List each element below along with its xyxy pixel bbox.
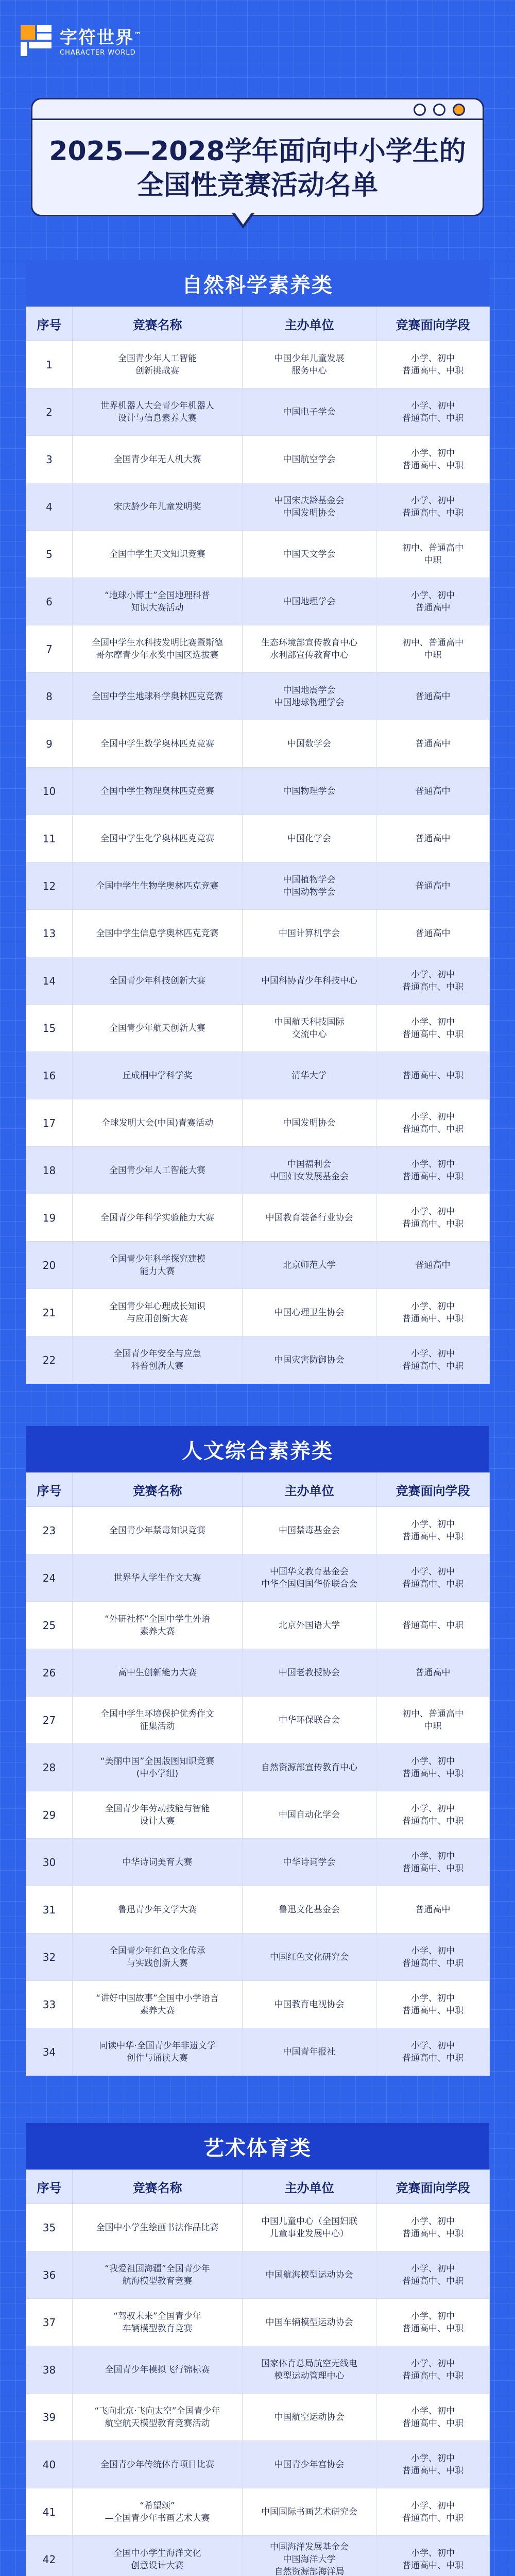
cell-index: 23: [26, 1507, 73, 1554]
table-row: [26, 2251, 490, 2299]
cell-competition-name: 全国青少年劳动技能与智能 设计大赛: [73, 1791, 243, 1839]
col-header-organizer: 主办单位: [243, 1473, 376, 1507]
table-row: [26, 1934, 490, 1981]
cell-index: 18: [26, 1147, 73, 1194]
logo-tm: ™: [134, 31, 142, 40]
cell-school-level: 小学、初中 普通高中、中职: [376, 341, 490, 388]
col-header-organizer: 主办单位: [243, 2170, 376, 2204]
cell-index: 31: [26, 1886, 73, 1934]
cell-index: 10: [26, 768, 73, 815]
table-row: [26, 625, 490, 673]
cell-organizer: 自然资源部宣传教育中心: [243, 1744, 376, 1791]
col-header-name: 竞赛名称: [73, 1473, 243, 1507]
cell-organizer: 中国灾害防御协会: [243, 1336, 376, 1384]
cell-competition-name: 全国青少年心理成长知识 与应用创新大赛: [73, 1289, 243, 1336]
table-row: [26, 1289, 490, 1336]
col-header-name: 竞赛名称: [73, 307, 243, 341]
cell-organizer: 中国物理学会: [243, 768, 376, 815]
cell-organizer: 中国教育电视协会: [243, 1981, 376, 2028]
table-row: [26, 1005, 490, 1052]
cell-index: 1: [26, 341, 73, 388]
competition-table: [26, 1472, 490, 2076]
cell-school-level: 小学、初中 普通高中、中职: [376, 388, 490, 436]
cell-competition-name: 丘成桐中学科学奖: [73, 1052, 243, 1099]
cell-school-level: 小学、初中 普通高中、中职: [376, 1147, 490, 1194]
col-header-level: 竞赛面向学段: [376, 2170, 490, 2204]
cell-competition-name: “飞向北京·飞向太空”全国青少年 航空航天模型教育竞赛活动: [73, 2394, 243, 2441]
cell-organizer: 中国老教授协会: [243, 1649, 376, 1697]
cell-index: 13: [26, 910, 73, 957]
cell-index: 29: [26, 1791, 73, 1839]
cell-competition-name: 全国青少年安全与应急 科普创新大赛: [73, 1336, 243, 1384]
cell-organizer: 北京外国语大学: [243, 1602, 376, 1649]
logo-mark-icon: [21, 25, 53, 57]
table-row: [26, 910, 490, 957]
cell-organizer: 中国教育装备行业协会: [243, 1194, 376, 1242]
cell-school-level: 小学、初中 普通高中、中职: [376, 1005, 490, 1052]
cell-organizer: 中国少年儿童发展 服务中心: [243, 341, 376, 388]
cell-competition-name: 全国中学生数学奥林匹克竞赛: [73, 720, 243, 768]
table-row: [26, 2394, 490, 2441]
cell-competition-name: 全国中学生物理奥林匹克竞赛: [73, 768, 243, 815]
cell-organizer: 中国航海模型运动协会: [243, 2251, 376, 2299]
table-row: [26, 1697, 490, 1744]
cell-school-level: 小学、初中 普通高中、中职: [376, 2299, 490, 2346]
window-dots: [414, 104, 465, 116]
cell-school-level: 小学、初中 普通高中、中职: [376, 1744, 490, 1791]
section-humanities: [26, 1426, 489, 2076]
table-row: [26, 862, 490, 910]
col-header-organizer: 主办单位: [243, 307, 376, 341]
table-row: [26, 1242, 490, 1289]
cell-index: 21: [26, 1289, 73, 1336]
cell-index: 25: [26, 1602, 73, 1649]
cell-organizer: 清华大学: [243, 1052, 376, 1099]
cell-school-level: 小学、初中 普通高中、中职: [376, 1194, 490, 1242]
cell-school-level: 小学、初中 普通高中、中职: [376, 2536, 490, 2576]
cell-competition-name: 全国青少年无人机大赛: [73, 436, 243, 483]
cell-school-level: 小学、初中 普通高中、中职: [376, 483, 490, 531]
cell-competition-name: 全国中学生信息学奥林匹克竞赛: [73, 910, 243, 957]
cell-competition-name: 全国中学生环境保护优秀作文 征集活动: [73, 1697, 243, 1744]
cell-index: 41: [26, 2488, 73, 2536]
cell-competition-name: 全国青少年航天创新大赛: [73, 1005, 243, 1052]
table-row: [26, 1839, 490, 1886]
logo-name: 字符世界: [60, 27, 134, 48]
section-arts-sports: [26, 2123, 489, 2576]
cell-organizer: 生态环境部宣传教育中心 水利部宣传教育中心: [243, 625, 376, 673]
cell-index: 30: [26, 1839, 73, 1886]
cell-organizer: 中国化学会: [243, 815, 376, 862]
cell-index: 34: [26, 2028, 73, 2076]
cell-index: 2: [26, 388, 73, 436]
cell-organizer: 中国国际书画艺术研究会: [243, 2488, 376, 2536]
cell-index: 24: [26, 1554, 73, 1602]
table-row: [26, 341, 490, 388]
cell-school-level: 普通高中: [376, 768, 490, 815]
cell-index: 6: [26, 578, 73, 625]
cell-competition-name: 世界机器人大会青少年机器人 设计与信息素养大赛: [73, 388, 243, 436]
cell-competition-name: 全国中学生水科技发明比赛暨斯德 哥尔摩青少年水奖中国区选拔赛: [73, 625, 243, 673]
cell-competition-name: 全球发明大会(中国)青赛活动: [73, 1099, 243, 1147]
cell-school-level: 小学、初中 普通高中、中职: [376, 2204, 490, 2251]
table-row: [26, 1507, 490, 1554]
title-window-bar: [32, 99, 483, 120]
page-title: [32, 134, 483, 202]
dot-icon: [433, 104, 445, 116]
table-row: [26, 388, 490, 436]
table-row: [26, 1099, 490, 1147]
cell-school-level: 普通高中: [376, 1649, 490, 1697]
table-row: [26, 531, 490, 578]
title-line-1: 2025—2028学年面向中小学生的: [49, 136, 466, 167]
cell-index: 8: [26, 673, 73, 720]
table-row: [26, 720, 490, 768]
table-row: [26, 436, 490, 483]
cell-competition-name: 全国中学生生物学奥林匹克竞赛: [73, 862, 243, 910]
cell-school-level: 普通高中: [376, 673, 490, 720]
cell-school-level: 普通高中、中职: [376, 1602, 490, 1649]
cell-competition-name: 中华诗词美育大赛: [73, 1839, 243, 1886]
table-row: [26, 1336, 490, 1384]
cell-index: 15: [26, 1005, 73, 1052]
table-row: [26, 1602, 490, 1649]
cell-competition-name: 全国青少年模拟飞行锦标赛: [73, 2346, 243, 2394]
section-title: 自然科学素养类: [26, 260, 489, 307]
cell-competition-name: “外研社杯”全国中学生外语 素养大赛: [73, 1602, 243, 1649]
cell-organizer: 北京师范大学: [243, 1242, 376, 1289]
brand-logo: [21, 23, 142, 60]
cell-competition-name: 全国青少年传统体育项目比赛: [73, 2441, 243, 2488]
table-row: [26, 578, 490, 625]
cell-organizer: 中国车辆模型运动协会: [243, 2299, 376, 2346]
table-row: [26, 1981, 490, 2028]
cell-competition-name: 世界华人学生作文大赛: [73, 1554, 243, 1602]
cell-index: 20: [26, 1242, 73, 1289]
cell-index: 27: [26, 1697, 73, 1744]
table-row: [26, 2536, 490, 2576]
cell-organizer: 中国科协青少年科技中心: [243, 957, 376, 1005]
table-row: [26, 2346, 490, 2394]
cell-organizer: 中国华文教育基金会 中华全国归国华侨联合会: [243, 1554, 376, 1602]
table-row: [26, 768, 490, 815]
table-row: [26, 1554, 490, 1602]
cell-organizer: 中国禁毒基金会: [243, 1507, 376, 1554]
cell-school-level: 小学、初中 普通高中、中职: [376, 1507, 490, 1554]
cell-competition-name: 高中生创新能力大赛: [73, 1649, 243, 1697]
cell-competition-name: “美丽中国”全国版图知识竞赛 (中小学组): [73, 1744, 243, 1791]
cell-index: 12: [26, 862, 73, 910]
col-header-name: 竞赛名称: [73, 2170, 243, 2204]
cell-organizer: 中国心理卫生协会: [243, 1289, 376, 1336]
cell-school-level: 小学、初中 普通高中: [376, 578, 490, 625]
table-row: [26, 2299, 490, 2346]
cell-index: 3: [26, 436, 73, 483]
cell-organizer: 中国电子学会: [243, 388, 376, 436]
cell-index: 39: [26, 2394, 73, 2441]
cell-competition-name: 全国青少年人工智能大赛: [73, 1147, 243, 1194]
cell-competition-name: 鲁迅青少年文学大赛: [73, 1886, 243, 1934]
cell-organizer: 中国植物学会 中国动物学会: [243, 862, 376, 910]
cell-school-level: 小学、初中 普通高中、中职: [376, 2251, 490, 2299]
cell-index: 42: [26, 2536, 73, 2576]
cell-school-level: 普通高中: [376, 1242, 490, 1289]
cell-index: 22: [26, 1336, 73, 1384]
cell-competition-name: 全国中小学生绘画书法作品比赛: [73, 2204, 243, 2251]
col-header-index: 序号: [26, 1473, 73, 1507]
cell-index: 14: [26, 957, 73, 1005]
table-row: [26, 2488, 490, 2536]
cell-organizer: 中国海洋发展基金会 中国海洋大学 自然资源部海洋局: [243, 2536, 376, 2576]
cell-index: 7: [26, 625, 73, 673]
cell-organizer: 中国天文学会: [243, 531, 376, 578]
cell-school-level: 普通高中: [376, 720, 490, 768]
cell-organizer: 鲁迅文化基金会: [243, 1886, 376, 1934]
cell-school-level: 小学、初中 普通高中、中职: [376, 1981, 490, 2028]
table-row: [26, 1147, 490, 1194]
cell-school-level: 小学、初中 普通高中、中职: [376, 1554, 490, 1602]
cell-organizer: 中国儿童中心（全国妇联 儿童事业发展中心）: [243, 2204, 376, 2251]
cell-competition-name: 全国青少年红色文化传承 与实践创新大赛: [73, 1934, 243, 1981]
section-title: 人文综合素养类: [26, 1426, 489, 1472]
section-title: 艺术体育类: [26, 2123, 489, 2170]
cell-competition-name: 全国中学生化学奥林匹克竞赛: [73, 815, 243, 862]
cell-competition-name: 全国青少年科技创新大赛: [73, 957, 243, 1005]
cell-school-level: 初中、普通高中 中职: [376, 625, 490, 673]
cell-organizer: 中国航空学会: [243, 436, 376, 483]
cell-school-level: 小学、初中 普通高中、中职: [376, 1099, 490, 1147]
cell-school-level: 普通高中: [376, 815, 490, 862]
cell-index: 28: [26, 1744, 73, 1791]
cell-school-level: 小学、初中 普通高中、中职: [376, 2028, 490, 2076]
table-body: [26, 2204, 490, 2576]
table-row: [26, 1649, 490, 1697]
cell-competition-name: “希望颂” —全国青少年书画艺术大赛: [73, 2488, 243, 2536]
cell-index: 33: [26, 1981, 73, 2028]
dot-icon: [414, 104, 426, 116]
cell-competition-name: 全国青少年科学探究建模 能力大赛: [73, 1242, 243, 1289]
table-body: [26, 341, 490, 1384]
cell-competition-name: 全国中学生地球科学奥林匹克竞赛: [73, 673, 243, 720]
cell-competition-name: “驾驭未来”全国青少年 车辆模型教育竞赛: [73, 2299, 243, 2346]
cell-school-level: 小学、初中 普通高中、中职: [376, 436, 490, 483]
cell-organizer: 中国发明协会: [243, 1099, 376, 1147]
table-row: [26, 1744, 490, 1791]
cell-organizer: 中华环保联合会: [243, 1697, 376, 1744]
cell-school-level: 小学、初中 普通高中、中职: [376, 2394, 490, 2441]
cell-school-level: 小学、初中 普通高中、中职: [376, 2346, 490, 2394]
cell-competition-name: “我爱祖国海疆”全国青少年 航海模型教育竞赛: [73, 2251, 243, 2299]
col-header-index: 序号: [26, 2170, 73, 2204]
cell-organizer: 中国青年报社: [243, 2028, 376, 2076]
cell-organizer: 中国宋庆龄基金会 中国发明协会: [243, 483, 376, 531]
table-row: [26, 1194, 490, 1242]
competition-table: [26, 2170, 490, 2576]
cell-competition-name: 全国中小学生海洋文化 创意设计大赛: [73, 2536, 243, 2576]
cell-organizer: 中国青少年宫协会: [243, 2441, 376, 2488]
table-row: [26, 483, 490, 531]
cell-index: 36: [26, 2251, 73, 2299]
col-header-level: 竞赛面向学段: [376, 1473, 490, 1507]
cell-organizer: 中国航空运动协会: [243, 2394, 376, 2441]
cell-organizer: 中华诗词学会: [243, 1839, 376, 1886]
cell-index: 32: [26, 1934, 73, 1981]
cell-school-level: 小学、初中 普通高中、中职: [376, 2441, 490, 2488]
cell-school-level: 小学、初中 普通高中、中职: [376, 1791, 490, 1839]
cell-organizer: 中国红色文化研究会: [243, 1934, 376, 1981]
cell-organizer: 中国自动化学会: [243, 1791, 376, 1839]
cell-competition-name: 全国青少年人工智能 创新挑战赛: [73, 341, 243, 388]
cell-school-level: 小学、初中 普通高中、中职: [376, 957, 490, 1005]
cell-organizer: 中国计算机学会: [243, 910, 376, 957]
cell-school-level: 小学、初中 普通高中、中职: [376, 2488, 490, 2536]
cell-competition-name: 全国青少年禁毒知识竞赛: [73, 1507, 243, 1554]
cell-index: 19: [26, 1194, 73, 1242]
cell-competition-name: “地球小博士”全国地理科普 知识大赛活动: [73, 578, 243, 625]
cell-school-level: 初中、普通高中 中职: [376, 1697, 490, 1744]
cell-organizer: 中国数学会: [243, 720, 376, 768]
cell-competition-name: 宋庆龄少年儿童发明奖: [73, 483, 243, 531]
cell-organizer: 中国福利会 中国妇女发展基金会: [243, 1147, 376, 1194]
cell-index: 11: [26, 815, 73, 862]
cell-competition-name: “讲好中国故事”全国中小学语言 素养大赛: [73, 1981, 243, 2028]
cell-school-level: 小学、初中 普通高中、中职: [376, 1336, 490, 1384]
cell-index: 9: [26, 720, 73, 768]
cell-competition-name: 全国青少年科学实验能力大赛: [73, 1194, 243, 1242]
table-row: [26, 2028, 490, 2076]
cell-organizer: 中国地震学会 中国地球物理学会: [243, 673, 376, 720]
col-header-level: 竞赛面向学段: [376, 307, 490, 341]
cell-school-level: 普通高中、中职: [376, 1052, 490, 1099]
cell-school-level: 普通高中: [376, 862, 490, 910]
logo-english: CHARACTER WORLD: [60, 48, 136, 57]
cell-index: 17: [26, 1099, 73, 1147]
cell-school-level: 初中、普通高中 中职: [376, 531, 490, 578]
table-row: [26, 673, 490, 720]
cell-index: 4: [26, 483, 73, 531]
table-row: [26, 1886, 490, 1934]
cell-index: 35: [26, 2204, 73, 2251]
table-row: [26, 1052, 490, 1099]
cell-competition-name: 同读中华·全国青少年非遗文学 创作与诵读大赛: [73, 2028, 243, 2076]
cell-index: 26: [26, 1649, 73, 1697]
cell-index: 37: [26, 2299, 73, 2346]
col-header-index: 序号: [26, 307, 73, 341]
cell-organizer: 中国地理学会: [243, 578, 376, 625]
table-row: [26, 2441, 490, 2488]
table-row: [26, 1791, 490, 1839]
cell-competition-name: 全国中学生天文知识竞赛: [73, 531, 243, 578]
cell-organizer: 中国航天科技国际 交流中心: [243, 1005, 376, 1052]
cell-index: 16: [26, 1052, 73, 1099]
competition-table: [26, 307, 490, 1384]
title-line-2: 全国性竞赛活动名单: [136, 170, 378, 201]
table-body: [26, 1507, 490, 2076]
title-card: [31, 98, 484, 216]
cell-index: 5: [26, 531, 73, 578]
cell-organizer: 国家体育总局航空无线电 模型运动管理中心: [243, 2346, 376, 2394]
table-row: [26, 2204, 490, 2251]
cell-school-level: 小学、初中 普通高中、中职: [376, 1839, 490, 1886]
cell-index: 40: [26, 2441, 73, 2488]
dot-icon: [453, 104, 465, 116]
cell-school-level: 普通高中: [376, 1886, 490, 1934]
cell-school-level: 小学、初中 普通高中、中职: [376, 1289, 490, 1336]
cell-school-level: 普通高中: [376, 910, 490, 957]
cell-index: 38: [26, 2346, 73, 2394]
table-row: [26, 815, 490, 862]
section-natural-science: [26, 260, 489, 1384]
cell-school-level: 小学、初中 普通高中、中职: [376, 1934, 490, 1981]
table-row: [26, 957, 490, 1005]
